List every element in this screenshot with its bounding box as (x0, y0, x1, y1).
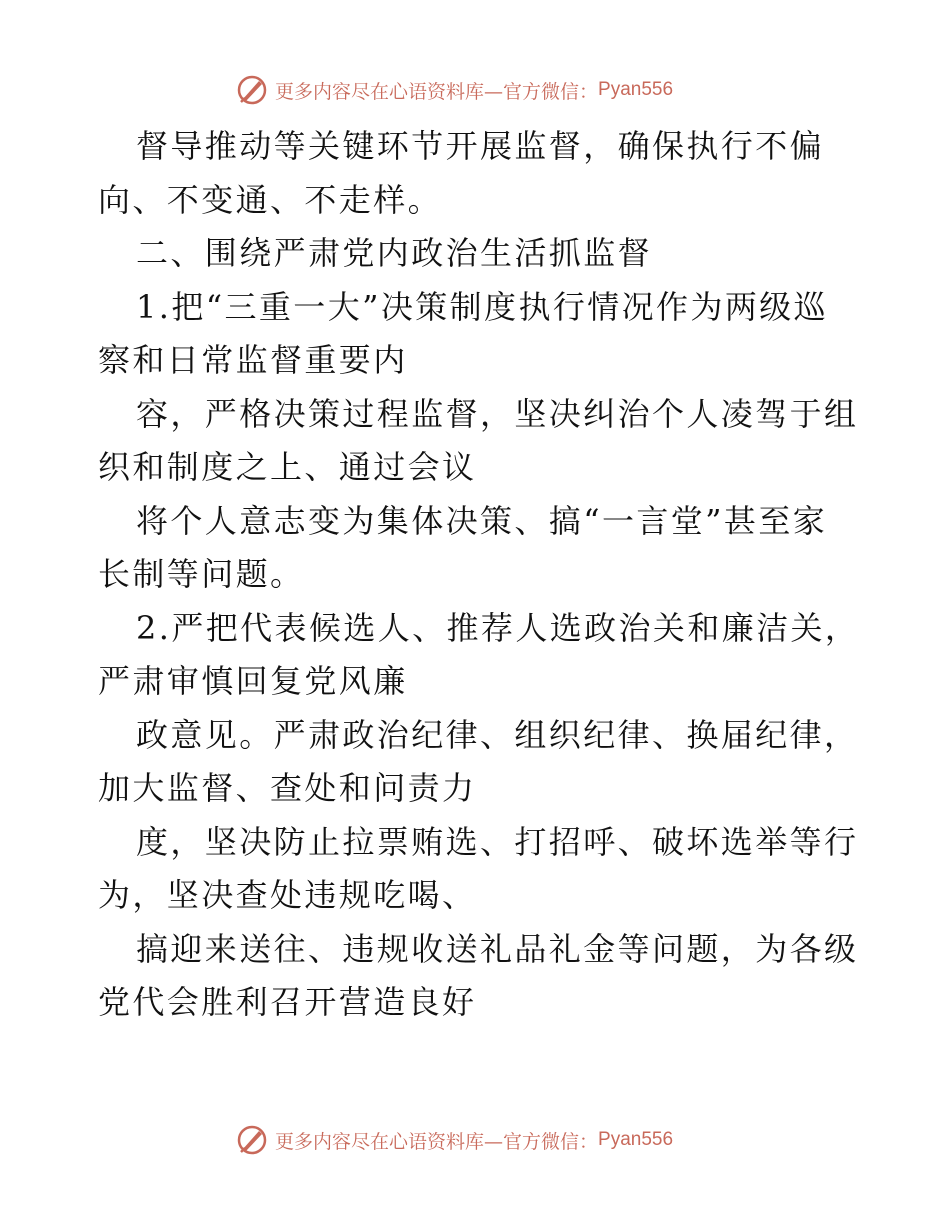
watermark-text: 更多内容尽在心语资料库—官方微信： (275, 80, 599, 103)
text-line: 为，坚决查处违规吃喝、 (98, 876, 477, 914)
text-line: 将个人意志变为集体决策、搞“一言堂”甚至家 (136, 501, 828, 540)
text-line: 2.严把代表候选人、推荐人选政治关和廉洁关， (136, 608, 860, 647)
footer-watermark (235, 1122, 755, 1158)
text-line: 政意见。严肃政治纪律、组织纪律、换届纪律， (136, 715, 859, 754)
text-line: 度，坚决防止拉票贿选、打招呼、破坏选举等行 (136, 822, 859, 861)
text-line: 加大监督、查处和问责力 (98, 769, 477, 807)
text-line: 向、不变通、不走样。 (98, 180, 443, 219)
quill-logo-icon (235, 1123, 269, 1157)
text-line: 二、围绕严肃党内政治生活抓监督 (136, 234, 653, 272)
text-line: 容，严格决策过程监督，坚决纠治个人凌驾于组 (136, 394, 859, 433)
text-line: 党代会胜利召开营造良好 (98, 983, 477, 1021)
text-line: 察和日常监督重要内 (98, 341, 408, 379)
text-line: 长制等问题。 (98, 555, 305, 593)
text-line: 督导推动等关键环节开展监督，确保执行不偏 (136, 127, 825, 165)
text-line: 搞迎来送往、违规收送礼品礼金等问题，为各级 (136, 929, 859, 968)
quill-logo-icon (235, 73, 269, 107)
text-line: 严肃审慎回复党风廉 (98, 662, 408, 700)
document-body (98, 120, 858, 1030)
watermark-text: 更多内容尽在心语资料库—官方微信： (275, 1130, 599, 1153)
watermark-id: Pyan556 (598, 1129, 674, 1150)
header-watermark (235, 72, 755, 108)
text-line: 织和制度之上、通过会议 (98, 448, 477, 486)
text-line: 1.把“三重一大”决策制度执行情况作为两级巡 (136, 287, 829, 326)
watermark-id: Pyan556 (598, 79, 674, 100)
